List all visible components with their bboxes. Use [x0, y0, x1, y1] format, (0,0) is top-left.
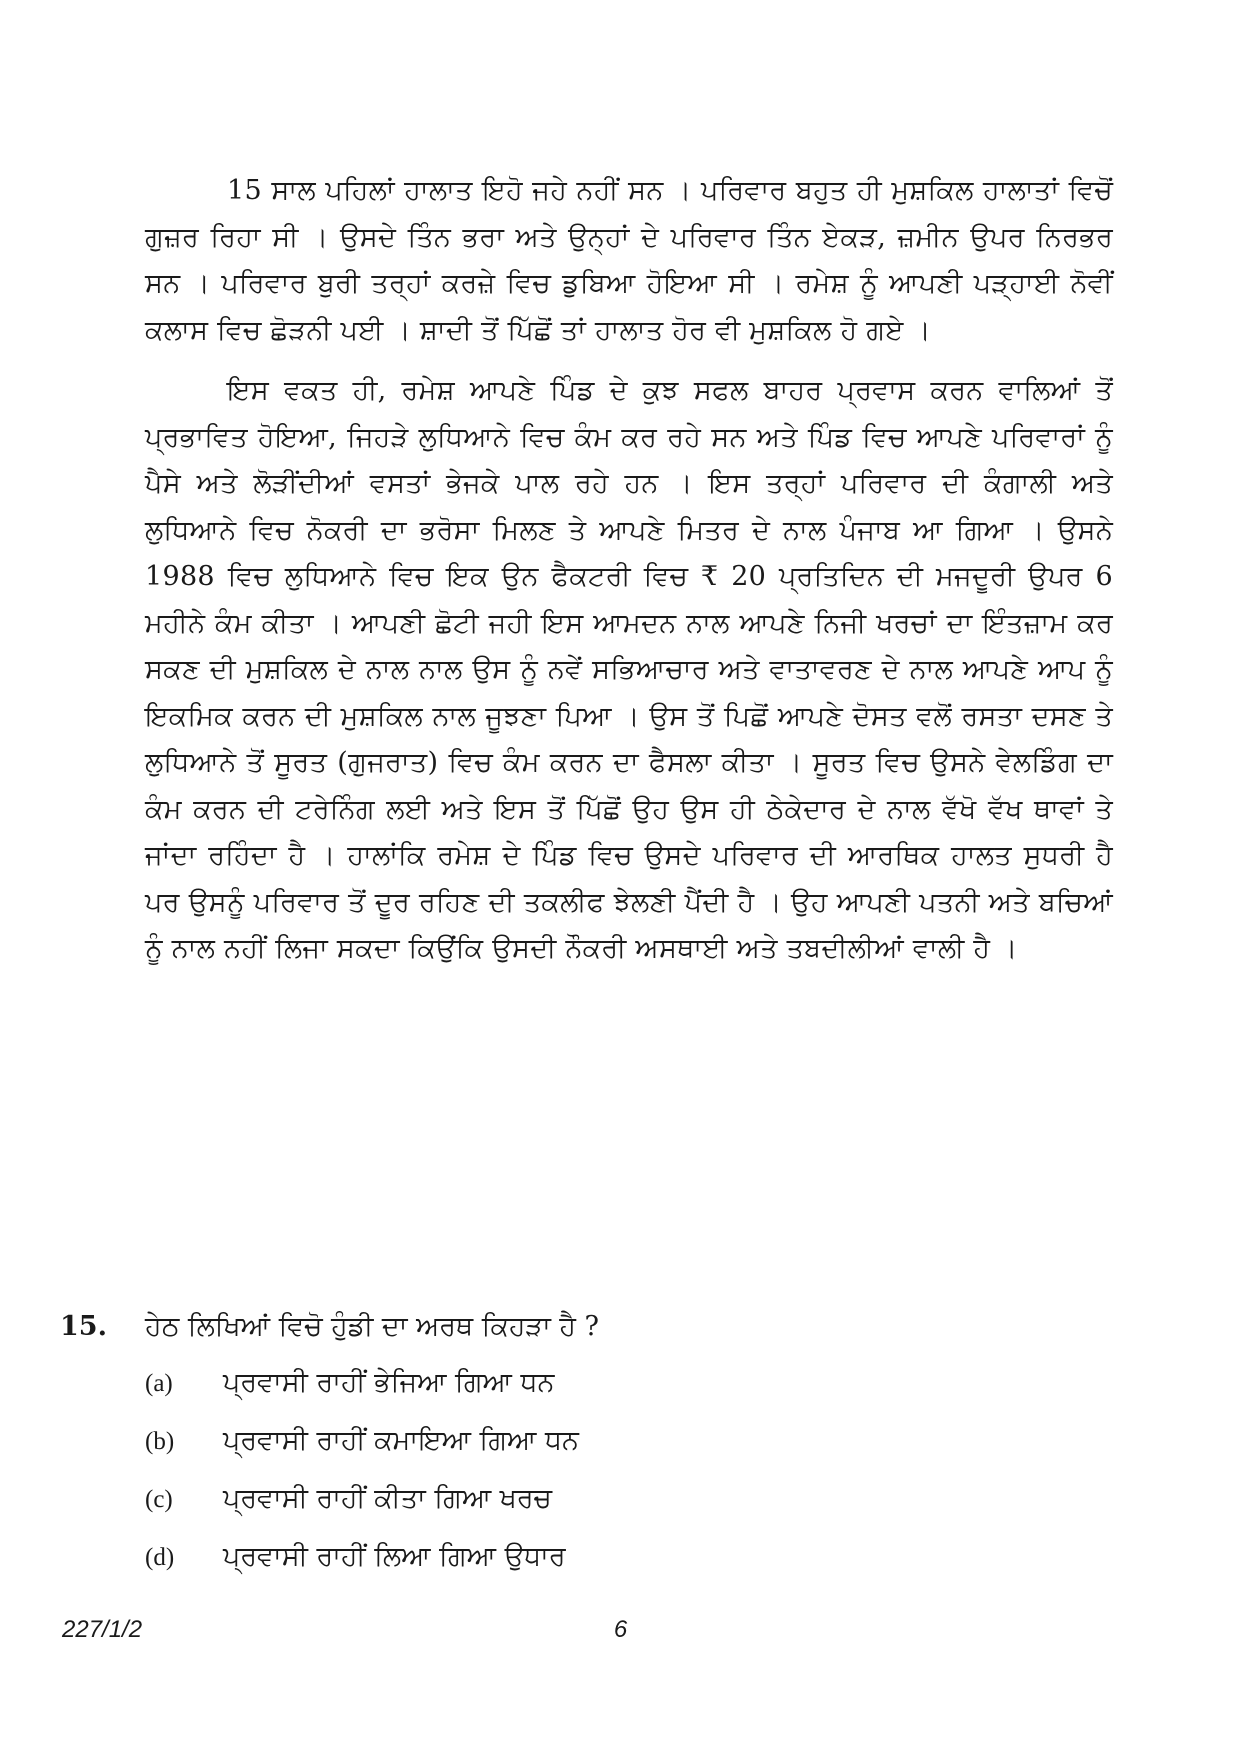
option-label: (b)	[145, 1428, 175, 1455]
option-text: ਪ੍ਰਵਾਸੀ ਰਾਹੀਂ ਕੀਤਾ ਗਿਆ ਖਰਚ	[223, 1483, 552, 1514]
passage	[145, 168, 1113, 987]
option-label: (c)	[145, 1486, 173, 1513]
option-b	[145, 1412, 1113, 1470]
passage-paragraph-1: 15 ਸਾਲ ਪਹਿਲਾਂ ਹਾਲਾਤ ਇਹੋ ਜਹੇ ਨਹੀਂ ਸਨ । ਪਰਿਵਾਰ ਬਹੁਤ ਹੀ ਮੁਸ਼ਕਿਲ ਹਾਲਾਤਾਂ ਵਿਚੋਂ ਗੁਜ਼ਰ ਰਿਹਾ ਸੀ । ਉਸਦੇ ਤਿੰਨ ਭਰਾ ਅਤੇ ਉਨ੍ਹਾਂ ਦੇ ਪਰਿਵਾਰ ਤਿੰਨ ਏਕੜ, ਜ਼ਮੀਨ ਉਪਰ ਨਿਰਭਰ ਸਨ । ਪਰਿਵਾਰ ਬੁਰੀ ਤਰ੍ਹਾਂ ਕਰਜ਼ੇ ਵਿਚ ਡੁਬਿਆ ਹੋਇਆ ਸੀ । ਰਮੇਸ਼ ਨੂੰ ਆਪਣੀ ਪੜ੍ਹਾਈ ਨੋਵੀਂ ਕਲਾਸ ਵਿਚ ਛੋੜਨੀ ਪਈ । ਸ਼ਾਦੀ ਤੋਂ ਪਿੱਛੋਂ ਤਾਂ ਹਾਲਾਤ ਹੋਰ ਵੀ ਮੁਸ਼ਕਿਲ ਹੋ ਗਏ ।	[145, 175, 1113, 346]
option-text: ਪ੍ਰਵਾਸੀ ਰਾਹੀਂ ਲਿਆ ਗਿਆ ਉਧਾਰ	[223, 1541, 566, 1572]
option-d	[145, 1528, 1113, 1586]
question-text: ਹੇਠ ਲਿਖਿਆਂ ਵਿਚੋ ਹੁੰਡੀ ਦਾ ਅਰਥ ਕਿਹੜਾ ਹੈ ?	[145, 1311, 600, 1342]
question-number: 15.	[60, 1311, 107, 1342]
option-a	[145, 1354, 1113, 1412]
option-text: ਪ੍ਰਵਾਸੀ ਰਾਹੀਂ ਕਮਾਇਆ ਗਿਆ ਧਨ	[223, 1425, 579, 1456]
paper-code: 227/1/2	[62, 1616, 143, 1643]
question-15	[60, 1302, 1113, 1586]
option-text: ਪ੍ਰਵਾਸੀ ਰਾਹੀਂ ਭੇਜਿਆ ਗਿਆ ਧਨ	[223, 1367, 555, 1398]
option-label: (a)	[145, 1370, 173, 1397]
passage-paragraph-2: ਇਸ ਵਕਤ ਹੀ, ਰਮੇਸ਼ ਆਪਣੇ ਪਿੰਡ ਦੇ ਕੁਝ ਸਫਲ ਬਾਹਰ ਪ੍ਰਵਾਸ ਕਰਨ ਵਾਲਿਆਂ ਤੋਂ ਪ੍ਰਭਾਵਿਤ ਹੋਇਆ, ਜਿਹੜੇ ਲੁਧਿਆਨੇ ਵਿਚ ਕੰਮ ਕਰ ਰਹੇ ਸਨ ਅਤੇ ਪਿੰਡ ਵਿਚ ਆਪਣੇ ਪਰਿਵਾਰਾਂ ਨੂੰ ਪੈਸੇ ਅਤੇ ਲੋੜੀਂਦੀਆਂ ਵਸਤਾਂ ਭੇਜਕੇ ਪਾਲ ਰਹੇ ਹਨ । ਇਸ ਤਰ੍ਹਾਂ ਪਰਿਵਾਰ ਦੀ ਕੰਗਾਲੀ ਅਤੇ ਲੁਧਿਆਨੇ ਵਿਚ ਨੋਕਰੀ ਦਾ ਭਰੋਸਾ ਮਿਲਣ ਤੇ ਆਪਣੇ ਮਿਤਰ ਦੇ ਨਾਲ ਪੰਜਾਬ ਆ ਗਿਆ । ਉਸਨੇ 1988 ਵਿਚ ਲੁਧਿਆਨੇ ਵਿਚ ਇਕ ਉਨ ਫੈਕਟਰੀ ਵਿਚ ₹ 20 ਪ੍ਰਤਿਦਿਨ ਦੀ ਮਜਦੂਰੀ ਉਪਰ 6 ਮਹੀਨੇ ਕੰਮ ਕੀਤਾ । ਆਪਣੀ ਛੋਟੀ ਜਹੀ ਇਸ ਆਮਦਨ ਨਾਲ ਆਪਣੇ ਨਿਜੀ ਖਰਚਾਂ ਦਾ ਇੰਤਜ਼ਾਮ ਕਰ ਸਕਣ ਦੀ ਮੁਸ਼ਕਿਲ ਦੇ ਨਾਲ ਨਾਲ ਉਸ ਨੂੰ ਨਵੇਂ ਸਭਿਆਚਾਰ ਅਤੇ ਵਾਤਾਵਰਣ ਦੇ ਨਾਲ ਆਪਣੇ ਆਪ ਨੂੰ ਇਕਮਿਕ ਕਰਨ ਦੀ ਮੁਸ਼ਕਿਲ ਨਾਲ ਜੂਝਣਾ ਪਿਆ । ਉਸ ਤੋਂ ਪਿਛੋਂ ਆਪਣੇ ਦੋਸਤ ਵਲੋਂ ਰਸਤਾ ਦਸਣ ਤੇ ਲੁਧਿਆਨੇ ਤੋਂ ਸੂਰਤ (ਗੁਜਰਾਤ) ਵਿਚ ਕੰਮ ਕਰਨ ਦਾ ਫੈਸਲਾ ਕੀਤਾ । ਸੂਰਤ ਵਿਚ ਉਸਨੇ ਵੇਲਡਿੰਗ ਦਾ ਕੰਮ ਕਰਨ ਦੀ ਟਰੇਨਿੰਗ ਲਈ ਅਤੇ ਇਸ ਤੋਂ ਪਿੱਛੋਂ ਉਹ ਉਸ ਹੀ ਠੇਕੇਦਾਰ ਦੇ ਨਾਲ ਵੱਖੋ ਵੱਖ ਥਾਵਾਂ ਤੇ ਜਾਂਦਾ ਰਹਿੰਦਾ ਹੈ । ਹਾਲਾਂਕਿ ਰਮੇਸ਼ ਦੇ ਪਿੰਡ ਵਿਚ ਉਸਦੇ ਪਰਿਵਾਰ ਦੀ ਆਰਥਿਕ ਹਾਲਤ ਸੁਧਰੀ ਹੈ ਪਰ ਉਸਨੂੰ ਪਰਿਵਾਰ ਤੋਂ ਦੂਰ ਰਹਿਣ ਦੀ ਤਕਲੀਫ ਝੇਲਣੀ ਪੈਂਦੀ ਹੈ । ਉਹ ਆਪਣੀ ਪਤਨੀ ਅਤੇ ਬਚਿਆਂ ਨੂੰ ਨਾਲ ਨਹੀਂ ਲਿਜਾ ਸਕਦਾ ਕਿਉਂਕਿ ਉਸਦੀ ਨੌਕਰੀ ਅਸਥਾਈ ਅਤੇ ਤਬਦੀਲੀਆਂ ਵਾਲੀ ਹੈ ।	[145, 375, 1113, 964]
page-number: 6	[613, 1616, 628, 1643]
question-stem	[60, 1302, 1113, 1352]
option-label: (d)	[145, 1544, 175, 1571]
options-list	[60, 1354, 1113, 1586]
option-c	[145, 1470, 1113, 1528]
